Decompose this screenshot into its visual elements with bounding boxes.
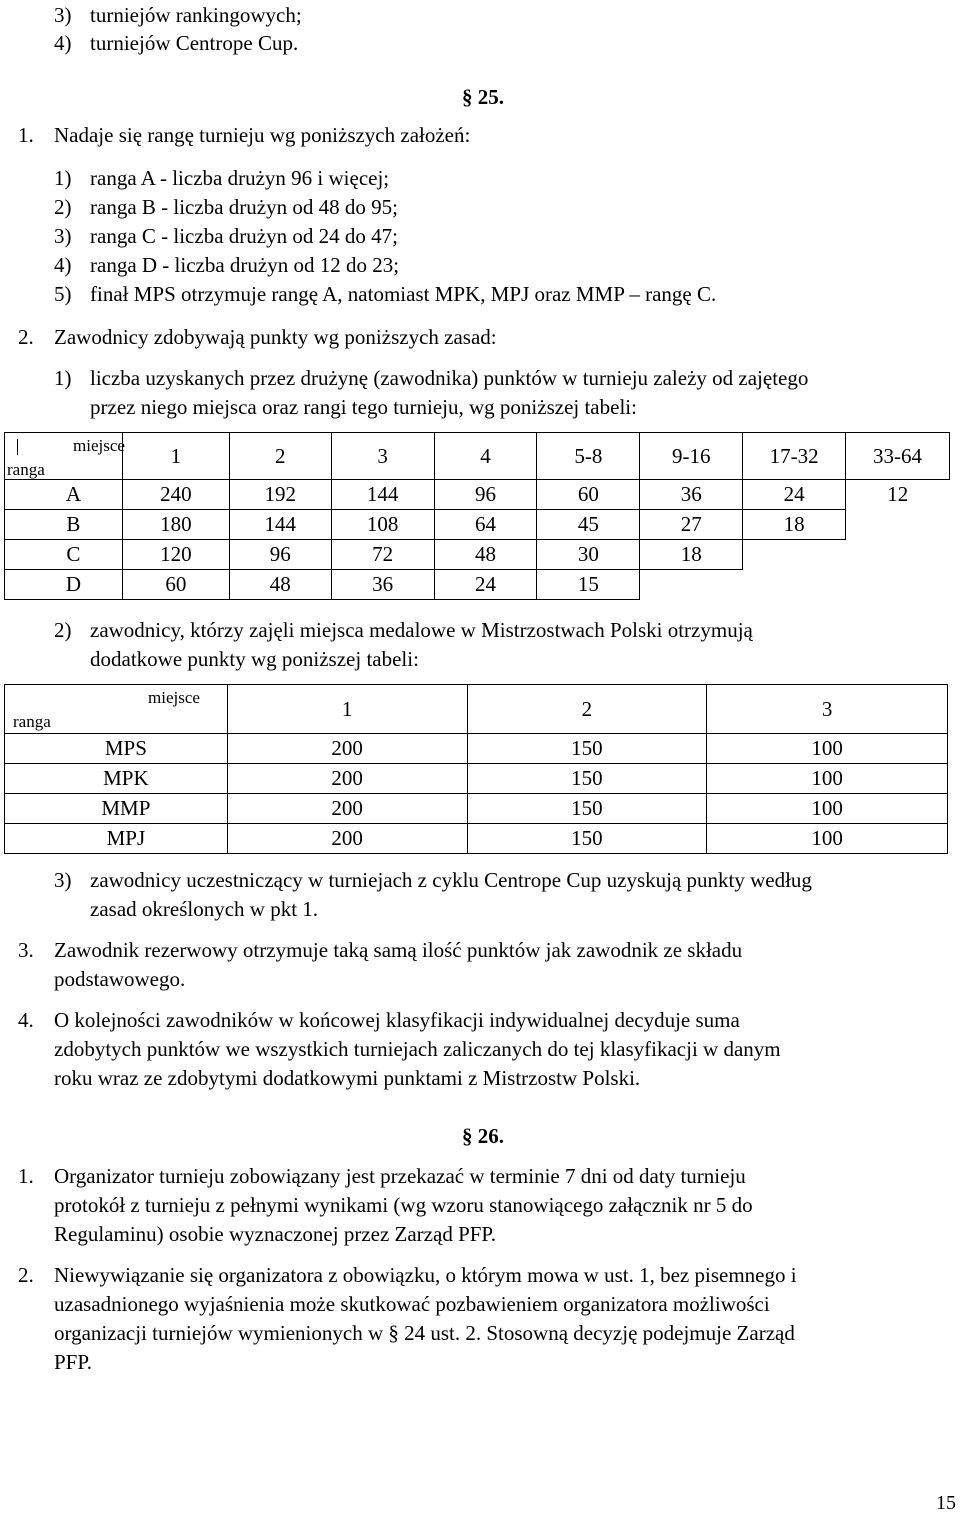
- list-item: 3) ranga C - liczba drużyn od 24 do 47;: [54, 224, 398, 248]
- table-cell: 27: [640, 510, 743, 540]
- table-cell: 108: [331, 510, 434, 540]
- table-row-label: MMP: [5, 794, 228, 824]
- table-cell: 96: [434, 480, 537, 510]
- table-cell: [846, 510, 950, 540]
- list-item: 2) zawodnicy, którzy zajęli miejsca medalowe w Mistrzostwach Polski otrzymują: [54, 618, 753, 642]
- table-cell: 150: [467, 794, 707, 824]
- table-cell: 18: [640, 540, 743, 570]
- table-cell: 200: [227, 824, 467, 854]
- section-heading-25: § 25.: [462, 85, 504, 109]
- table-cell: 192: [229, 480, 331, 510]
- list-item-continuation: dodatkowe punkty wg poniższej tabeli:: [90, 647, 419, 671]
- table-header-cell: 3: [707, 685, 948, 734]
- table-row: [5, 510, 950, 540]
- medal-points-table: [4, 684, 948, 854]
- table-cell: [846, 540, 950, 570]
- table-cell: 100: [707, 764, 948, 794]
- table-row-label: MPJ: [5, 824, 228, 854]
- list-item: 5) finał MPS otrzymuje rangę A, natomiast MPK, MPJ oraz MMP – rangę C.: [54, 282, 717, 306]
- table-row: [5, 570, 950, 600]
- table-row: [5, 734, 948, 764]
- table-header-cell: 17-32: [743, 433, 846, 480]
- table-cell: 48: [229, 570, 331, 600]
- table-row: [5, 824, 948, 854]
- table-header-cell: 5-8: [537, 433, 640, 480]
- table-header-cell: 4: [434, 433, 537, 480]
- table-cell: 150: [467, 824, 707, 854]
- list-item-continuation: zasad określonych w pkt 1.: [90, 897, 319, 921]
- table-row-label: B: [5, 510, 123, 540]
- table-corner-cell: miejsce ranga: [5, 685, 228, 734]
- table-cell: 200: [227, 794, 467, 824]
- table-header-cell: 2: [229, 433, 331, 480]
- table-cell: 144: [229, 510, 331, 540]
- table-corner-cell: miejsce ranga: [5, 433, 123, 480]
- table-cell: 240: [122, 480, 229, 510]
- table-cell: 60: [122, 570, 229, 600]
- list-item: 3) turniejów rankingowych;: [54, 3, 302, 27]
- table-row: [5, 794, 948, 824]
- table-cell: 96: [229, 540, 331, 570]
- table-row-label: D: [5, 570, 123, 600]
- table-header-cell: 33-64: [846, 433, 950, 480]
- table-row-label: A: [5, 480, 123, 510]
- table-cell: [743, 570, 846, 600]
- table-cell: 200: [227, 734, 467, 764]
- table-cell: 48: [434, 540, 537, 570]
- table-row: [5, 480, 950, 510]
- table-row: [5, 764, 948, 794]
- table-cell: 24: [743, 480, 846, 510]
- paragraph-continuation: podstawowego.: [54, 967, 186, 991]
- table-cell: 150: [467, 734, 707, 764]
- table-header-cell: 1: [227, 685, 467, 734]
- table-cell: [846, 570, 950, 600]
- table-cell: 100: [707, 794, 948, 824]
- table-cell: 36: [640, 480, 743, 510]
- paragraph-1: 1. Nadaje się rangę turnieju wg poniższych założeń:: [18, 123, 471, 147]
- paragraph-2: 2. Zawodnicy zdobywają punkty wg poniższych zasad:: [18, 325, 497, 349]
- table-cell: 24: [434, 570, 537, 600]
- list-item-continuation: przez niego miejsca oraz rangi tego turnieju, wg poniższej tabeli:: [90, 395, 637, 419]
- page-number: 15: [936, 1492, 956, 1514]
- table-cell: 200: [227, 764, 467, 794]
- paragraph-4: 4. O kolejności zawodników w końcowej klasyfikacji indywidualnej decyduje suma: [18, 1008, 740, 1032]
- list-item: 4) ranga D - liczba drużyn od 12 do 23;: [54, 253, 400, 277]
- table-header-cell: 2: [467, 685, 707, 734]
- table-cell: 12: [887, 482, 909, 507]
- paragraph-continuation: protokół z turnieju z pełnymi wynikami (wg wzoru stanowiącego załącznik nr 5 do: [54, 1193, 753, 1217]
- table-row-label: MPS: [5, 734, 228, 764]
- paragraph-2: 2. Niewywiązanie się organizatora z obowiązku, o którym mowa w ust. 1, bez pisemnego i: [18, 1263, 797, 1287]
- paragraph-continuation: Regulaminu) osobie wyznaczonej przez Zarząd PFP.: [54, 1222, 497, 1246]
- table-cell: 180: [122, 510, 229, 540]
- table-cell: 144: [331, 480, 434, 510]
- paragraph-continuation: uzasadnionego wyjaśnienia może skutkować pozbawieniem organizatora możliwości: [54, 1292, 770, 1316]
- list-item: 2) ranga B - liczba drużyn od 48 do 95;: [54, 195, 398, 219]
- table-header-cell: 3: [331, 433, 434, 480]
- section-heading-26: § 26.: [462, 1124, 504, 1148]
- table-cell: 64: [434, 510, 537, 540]
- table-cell: 60: [537, 480, 640, 510]
- table-cell: 72: [331, 540, 434, 570]
- table-cell: 100: [707, 824, 948, 854]
- table-header-cell: 1: [122, 433, 229, 480]
- table-cell: 15: [537, 570, 640, 600]
- table-row: [5, 540, 950, 570]
- table-row-label: C: [5, 540, 123, 570]
- corner-tick: [17, 439, 18, 455]
- paragraph-continuation: PFP.: [54, 1350, 92, 1374]
- table-cell: 18: [743, 510, 846, 540]
- list-item: 1) liczba uzyskanych przez drużynę (zawodnika) punktów w turnieju zależy od zajętego: [54, 366, 809, 390]
- table-cell: [743, 540, 846, 570]
- table-cell: [640, 570, 743, 600]
- table-cell: 100: [707, 734, 948, 764]
- table-cell: 45: [537, 510, 640, 540]
- paragraph-continuation: organizacji turniejów wymienionych w § 24 ust. 2. Stosowną decyzję podejmuje Zarząd: [54, 1321, 795, 1345]
- points-table: [4, 432, 950, 600]
- table-cell: 120: [122, 540, 229, 570]
- table-cell: 150: [467, 764, 707, 794]
- table-row-label: MPK: [5, 764, 228, 794]
- paragraph-3: 3. Zawodnik rezerwowy otrzymuje taką samą ilość punktów jak zawodnik ze składu: [18, 938, 743, 962]
- paragraph-continuation: roku wraz ze zdobytymi dodatkowymi punktami z Mistrzostw Polski.: [54, 1066, 641, 1090]
- paragraph-1: 1. Organizator turnieju zobowiązany jest przekazać w terminie 7 dni od daty turnieju: [18, 1164, 746, 1188]
- list-item: 1) ranga A - liczba drużyn 96 i więcej;: [54, 166, 390, 190]
- table-header-cell: 9-16: [640, 433, 743, 480]
- table-cell: 30: [537, 540, 640, 570]
- paragraph-continuation: zdobytych punktów we wszystkich turniejach zaliczanych do tej klasyfikacji w danym: [54, 1037, 781, 1061]
- list-item: 3) zawodnicy uczestniczący w turniejach z cyklu Centrope Cup uzyskują punkty według: [54, 868, 812, 892]
- table-cell: 36: [331, 570, 434, 600]
- list-item: 4) turniejów Centrope Cup.: [54, 31, 299, 55]
